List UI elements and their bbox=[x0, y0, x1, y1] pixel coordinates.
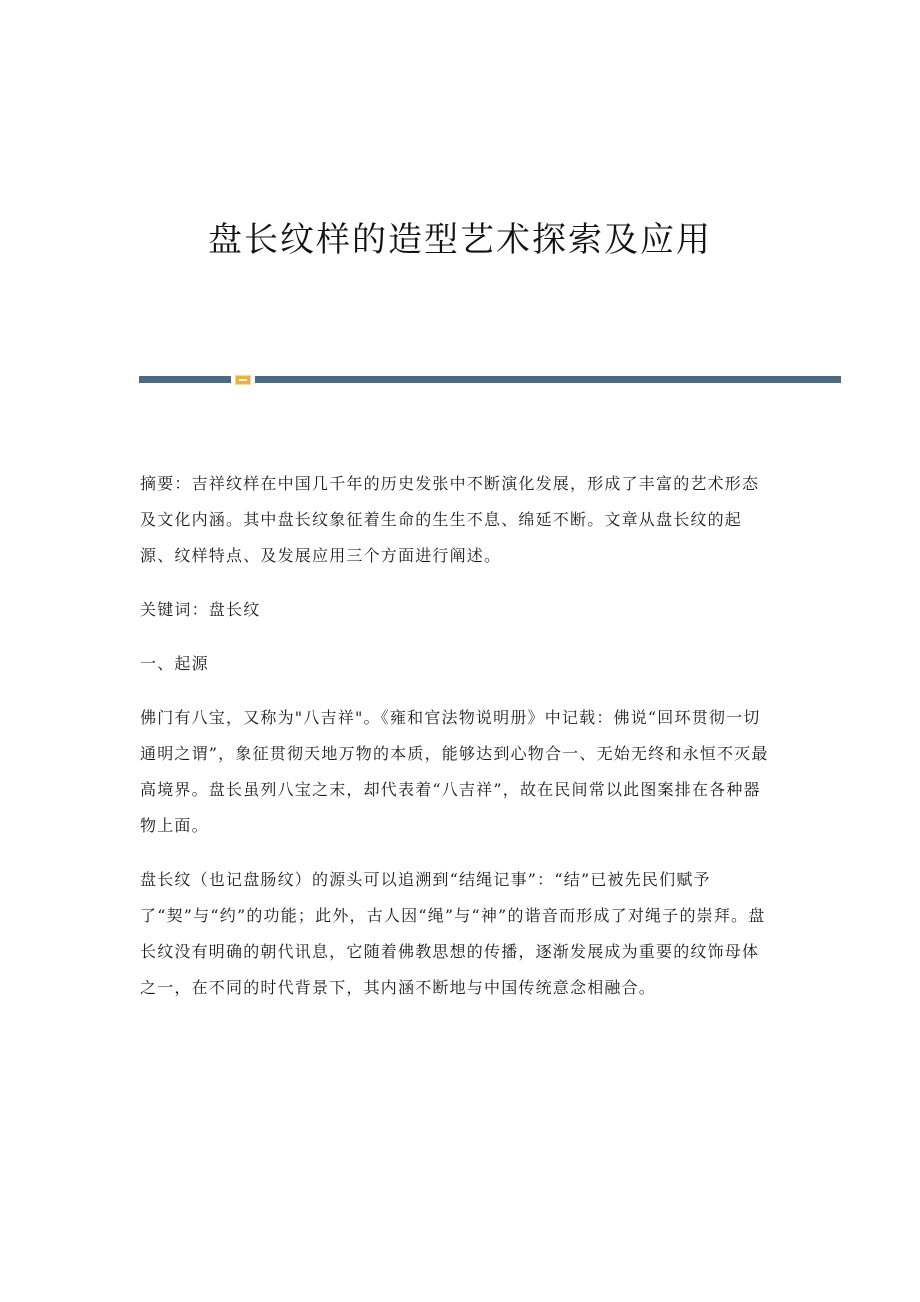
body-paragraph: 佛门有八宝，又称为"八吉祥"。《雍和官法物说明册》中记载：佛说“回环贯彻一切通明之谓”，象征贯彻天地万物的本质，能够达到心物合一、无始无终和永恒不灭最高境界。盘长虽列八宝之末，却代表着“八吉祥”，故在民间常以此图案排在各种器物上面。 bbox=[140, 708, 769, 835]
document-body bbox=[140, 466, 772, 1024]
keywords-paragraph: 关键词：盘长纹 bbox=[140, 600, 261, 619]
divider-ornament-icon bbox=[235, 375, 251, 385]
document-title: 盘长纹样的造型艺术探索及应用 bbox=[208, 220, 712, 260]
title-divider bbox=[139, 375, 841, 385]
section-heading-origin: 一、起源 bbox=[140, 654, 209, 673]
body-paragraph: 盘长纹（也记盘肠纹）的源头可以追溯到“结绳记事”：“结”已被先民们赋予了“契”与“约”的功能；此外，古人因“绳”与“神”的谐音而形成了对绳子的崇拜。盘长纹没有明确的朝代讯息，它随着佛教思想的传播，逐渐发展成为重要的纹饰母体之一，在不同的时代背景下，其内涵不断地与中国传统意念相融合。 bbox=[140, 870, 766, 997]
divider-bar-left bbox=[139, 376, 231, 383]
divider-bar-right bbox=[255, 376, 841, 383]
abstract-paragraph: 摘要：吉祥纹样在中国几千年的历史发张中不断演化发展，形成了丰富的艺术形态及文化内涵。其中盘长纹象征着生命的生生不息、绵延不断。文章从盘长纹的起源、纹样特点、及发展应用三个方面进行阐述。 bbox=[140, 474, 760, 565]
